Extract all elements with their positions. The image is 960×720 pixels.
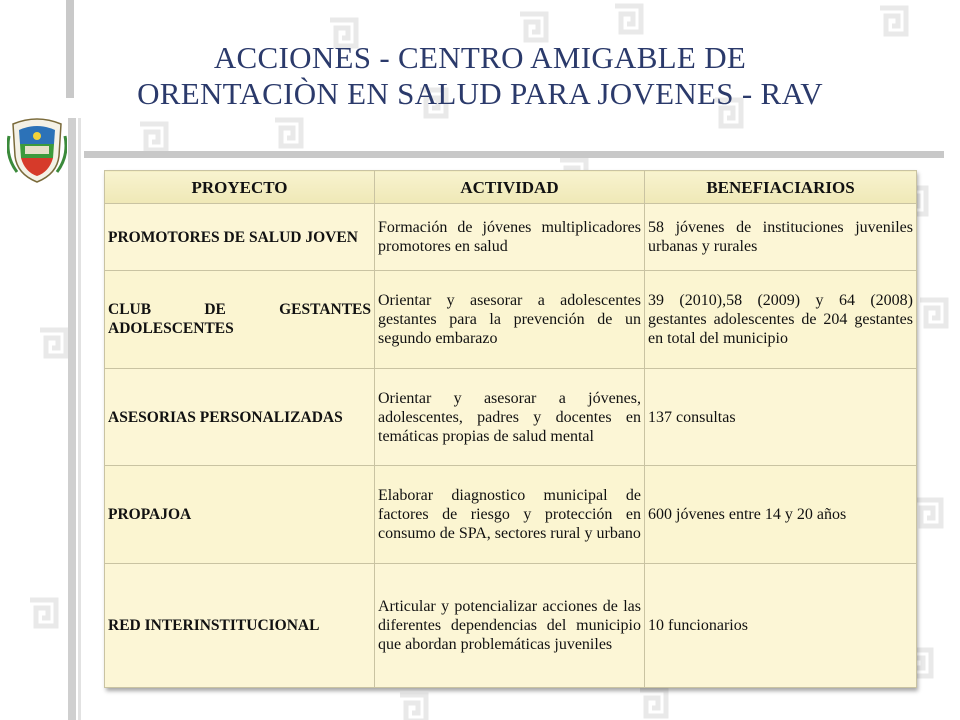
cell-proyecto: RED INTERINSTITUCIONAL [105,563,375,687]
municipal-coat-of-arms-logo [7,116,67,186]
header-actividad: ACTIVIDAD [375,171,645,204]
cell-beneficiarios: 10 funcionarios [645,563,917,687]
cell-proyecto: CLUB DE GESTANTES ADOLESCENTES [105,271,375,369]
cell-actividad: Orientar y asesorar a jóvenes, adolescentes, padres y docentes en temáticas propias de salud mental [375,368,645,466]
cell-beneficiarios: 58 jóvenes de instituciones juveniles urbanas y rurales [645,204,917,271]
page-title [100,40,860,112]
title-underline [84,151,944,158]
cell-proyecto: PROMOTORES DE SALUD JOVEN [105,204,375,271]
table-row [105,466,917,564]
left-vertical-bar-bottom [68,118,76,720]
table-row [105,204,917,271]
table-row [105,563,917,687]
left-vertical-bar-inner [78,118,81,720]
actions-table [104,170,917,688]
left-vertical-bar-top [66,0,74,98]
table-row [105,271,917,369]
header-proyecto: PROYECTO [105,171,375,204]
cell-beneficiarios: 137 consultas [645,368,917,466]
cell-actividad: Articular y potencializar acciones de las diferentes dependencias del municipio que abordan problemáticas juveniles [375,563,645,687]
table-row [105,368,917,466]
table-header-row [105,171,917,204]
cell-beneficiarios: 39 (2010),58 (2009) y 64 (2008) gestantes adolescentes de 204 gestantes en total del municipio [645,271,917,369]
cell-proyecto: PROPAJOA [105,466,375,564]
cell-actividad: Orientar y asesorar a adolescentes gestantes para la prevención de un segundo embarazo [375,271,645,369]
header-beneficiarios: BENEFIACIARIOS [645,171,917,204]
cell-actividad: Formación de jóvenes multiplicadores promotores en salud [375,204,645,271]
cell-beneficiarios: 600 jóvenes entre 14 y 20 años [645,466,917,564]
cell-actividad: Elaborar diagnostico municipal de factores de riesgo y protección en consumo de SPA, sectores rural y urbano [375,466,645,564]
cell-proyecto: ASESORIAS PERSONALIZADAS [105,368,375,466]
actions-table-container [104,170,916,688]
title-line-1: ACCIONES - CENTRO AMIGABLE DE [213,40,747,75]
title-line-2: ORENTACIÒN EN SALUD PARA JOVENES - RAV [137,76,823,111]
